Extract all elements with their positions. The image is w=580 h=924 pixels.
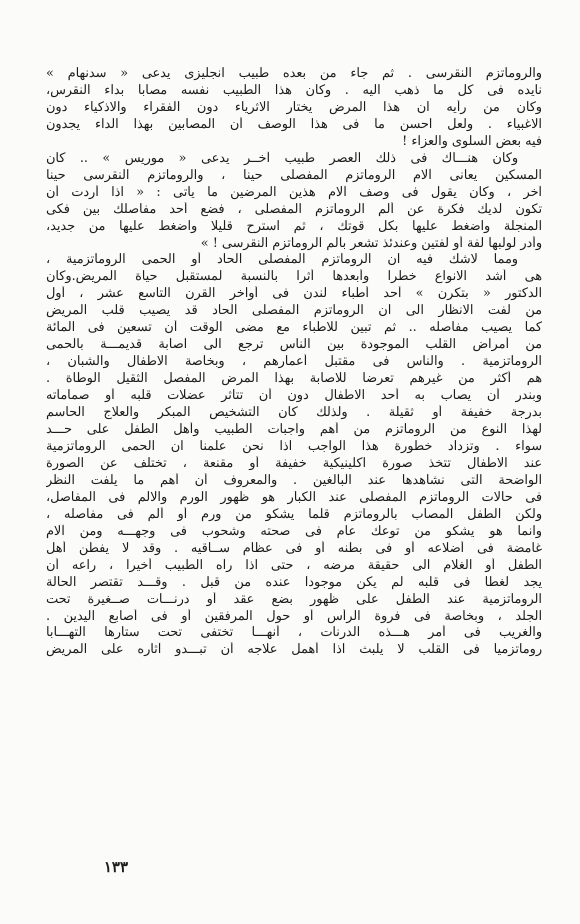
text-line: سواء . وتزداد خطورة هذا الواجب اذا نحن علمنا ان الحمى الروماتزمية xyxy=(46,438,542,454)
text-line: الروماتزمية . والناس فى مقتبل أعمارهم ، وبخاصة الاطفال والشبان ، xyxy=(46,354,542,370)
text-line: الدكتور « بتكرن » أحد أطباء لندن فى أواخر القرن التاسع عشر ، أول xyxy=(46,286,542,302)
text-line: يجد لغطا فى قلبه لم يكن موجودا عنده من قبل . وقـــد تقتصر الحالة xyxy=(46,574,542,590)
text-line: نأيده فى كل ما ذهب اليه . وكان هذا الطبيب نفسه مصابا بداء النقرس، xyxy=(46,82,542,98)
body-text xyxy=(46,66,542,659)
text-line: هم أكثر من غيرهم تعرضا للاصابة بهذا المرض المفصل الثقيل الوطأة . xyxy=(46,371,542,387)
page-number: ١٣٣ xyxy=(103,858,128,876)
text-line: ومما لاشك فيه ان الروماتزم المفصلى الحاد أو الحمى الروماتزمية ، xyxy=(46,252,518,268)
text-line: الروماتزمية عند الطفل على ظهور بضع عقد أو درنـــات صــغيرة تحت xyxy=(46,591,542,607)
text-line: وكان هنـــاك فى ذلك العصر طبيب آخــر يدعى « موريس » .. كان xyxy=(46,150,518,166)
text-line: هى أشد الانواع خطرا وأبعدها أثرا بالنسبة لمستقبل حياة المريض.وكان xyxy=(46,269,542,285)
text-line: المسكين يعانى آلام الروماتزم المفصلى حينا ، والروماتزم النقرسى حينا xyxy=(46,167,542,183)
text-line: الطفل أو الغلام الى حقيقة مرضه ، حتى اذا رآه الطبيب أخيرا ، راعه أن xyxy=(46,557,542,573)
text-line: غامضة فى أضلاعه أو فى بطنه أو فى عظام ســاقيه . وقد لا يفطن أهل xyxy=(46,540,542,556)
text-line: وبندر أن يصاب به أحد الاطفال دون أن تتأثر عضلات قلبه أو صماماته xyxy=(46,388,542,404)
text-line: الاغبياء . ولعل احسن ما فى هذا الوصف أن المصابين بهذا الداء يجدون xyxy=(46,116,542,132)
text-line: فى حالات الروماتزم المفصلى عند الكبار هو ظهور الورم والالم فى المفاصل، xyxy=(46,489,542,505)
text-line: المنجلة واضغط عليها بكل قوتك ، ثم استرح قليلا واضغط عليها من جديد، xyxy=(46,218,542,234)
text-line: الواضحة التى نشاهدها عند البالغين . والمعروف أن أهم ما يلفت النظر xyxy=(46,472,542,488)
text-line: تكون لديك فكرة عن ألم الروماتزم المفصلى ، فضع أحد مفاصلك بين فكى xyxy=(46,201,542,217)
text-line: بدرجة خفيفة أو ثقيلة . ولذلك كان التشخيص المبكر والعلاج الحاسم xyxy=(46,405,542,421)
text-line: والغريب فى أمر هـــذه الدرنات ، أنهـــا تختفى تحت ستارها التهـــابا xyxy=(46,625,542,641)
text-line: عند الاطفال تتخذ صورة اكلينيكية خفيفة أو مقنعة ، تختلف عن الصورة xyxy=(46,455,542,471)
text-line: آخر ، وكان يقول فى وصف آلام هذين المرضين ما يأتى : « اذا أردت أن xyxy=(46,184,542,200)
text-line: الجلد ، وبخاصة فى فروة الرأس أو حول المرفقين أو فى أصابع اليدين . xyxy=(46,608,542,624)
text-line: ولكن الطفل المصاب بالروماتزم قلما يشكو من ورم أو ألم فى مفاصله ، xyxy=(46,506,542,522)
text-line: وأدر لولبها لفة أو لفتين وعندئذ تشعر بألم الروماتزم النقرسى ! » xyxy=(200,235,542,251)
text-line: من لفت الانظار الى ان الروماتزم المفصلى الحاد قد يصيب قلب المريض xyxy=(46,303,542,319)
text-line: والروماتزم النقرسى . ثم جاء من بعده طبيب انجليزى يدعى « سدنهام » xyxy=(46,66,542,81)
text-line: وكان من رأيه ان هذا المرض يختار الاثرياء دون الفقراء والاذكياء دون xyxy=(46,99,542,115)
text-line: من أمراض القلب الموجودة بين الناس ترجع الى اصابة قديمـــة بالحمى xyxy=(46,337,542,353)
text-line: فيه بعض السلوى والعزاء ! xyxy=(402,133,542,149)
text-line: وانما هو يشكو من توعك عام فى صحته وشحوب فى وجهـــه ومن آلام xyxy=(46,523,542,539)
text-line: كما يصيب مفاصله .. ثم تبين للاطباء مع مضى الوقت أن تسعين فى المائة xyxy=(46,320,542,336)
text-line: روماتزميا فى القلب لا يلبث اذا أهمل علاجه أن تبـــدو آثاره على المريض xyxy=(46,642,542,658)
text-line: لهذا النوع من الروماتزم من أهم واجبات الطبيب وأهل الطفل على حـــد xyxy=(46,422,542,438)
